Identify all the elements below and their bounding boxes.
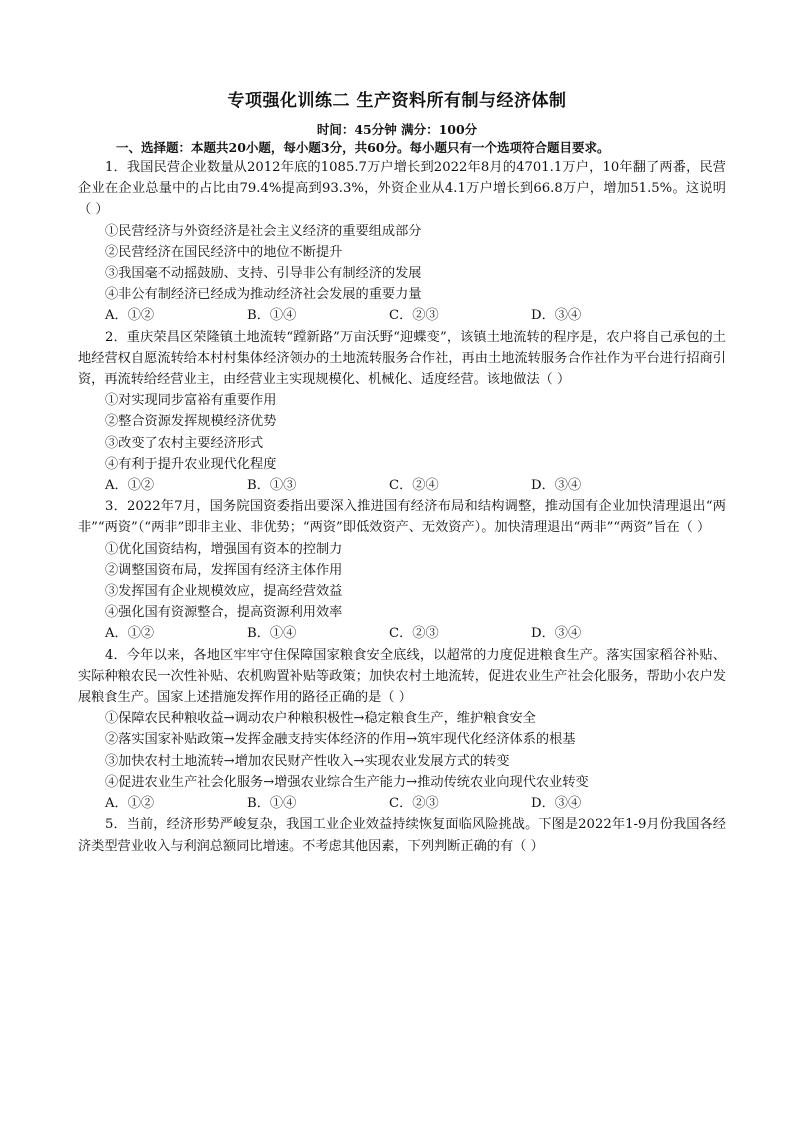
- exam-meta: 时间：45分钟 满分：100分: [316, 122, 478, 137]
- question-option: ②民营经济在国民经济中的地位不断提升: [105, 244, 343, 260]
- question-option: ②调整国资布局，发挥国有经济主体作用: [105, 562, 343, 578]
- choice-b[interactable]: B．①④: [247, 796, 297, 812]
- question-option: ①优化国资结构，增强国有资本的控制力: [105, 541, 343, 557]
- question: [78, 327, 726, 497]
- question: [78, 157, 726, 327]
- question: [78, 814, 726, 856]
- question-option: ①对实现同步富裕有重要作用: [105, 393, 277, 409]
- question-option: ③我国毫不动摇鼓励、支持、引导非公有制经济的发展: [105, 266, 422, 282]
- question-option: ①保障农民种粮收益→调动农户种粮积极性→稳定粮食生产，维护粮食安全: [105, 711, 536, 727]
- choice-b[interactable]: B．①④: [247, 626, 297, 642]
- choice-a[interactable]: A．①②: [105, 478, 155, 494]
- question-stem: 5．当前，经济形势严峻复杂，我国工业企业效益持续恢复面临风险挑战。下图是2022年1-9月份我国各经济类型营业收入与利润总额同比增速。不考虑其他因素，下列判断正确的有（ ）: [78, 817, 726, 854]
- choice-a[interactable]: A．①②: [105, 796, 155, 812]
- choice-c[interactable]: C．②③: [389, 308, 439, 324]
- choice-a[interactable]: A．①②: [105, 626, 155, 642]
- choice-c[interactable]: C．②③: [389, 796, 439, 812]
- choice-a[interactable]: A．①②: [105, 308, 155, 324]
- choice-d[interactable]: D．③④: [531, 796, 582, 812]
- question-stem: 1．我国民营企业数量从2012年底的1085.7万户增长到2022年8月的4701.1万户，10年翻了两番，民营企业在企业总量中的占比由79.4%提高到93.3%，外资企业从4.1万户增长到66.8万户，增加51.5%。这说明（ ）: [78, 160, 726, 218]
- question-option: ②落实国家补贴政策→发挥金融支持实体经济的作用→筑牢现代化经济体系的根基: [105, 732, 576, 748]
- choice-b[interactable]: B．①④: [247, 308, 297, 324]
- choice-c[interactable]: C．②④: [389, 478, 439, 494]
- question-option: ④非公有制经济已经成为推动经济社会发展的重要力量: [105, 287, 422, 303]
- question-stem: 4．今年以来，各地区牢牢守住保障国家粮食安全底线，以超常的力度促进粮食生产。落实国家稻谷补贴、实际种粮农民一次性补贴、农机购置补贴等政策；加快农村土地流转，促进农业生产社会化服务，帮助小农户发展粮食生产。国家上述措施发挥作用的路径正确的是（ ）: [78, 647, 726, 706]
- question-option: ④强化国有资源整合，提高资源利用效率: [105, 605, 343, 621]
- choice-d[interactable]: D．③④: [531, 308, 582, 324]
- choice-b[interactable]: B．①③: [247, 478, 297, 494]
- question-list: [78, 157, 726, 857]
- question: [78, 496, 726, 644]
- question-option: ①民营经济与外资经济是社会主义经济的重要组成部分: [105, 223, 422, 239]
- answer-choices: [78, 793, 726, 814]
- question-option: ④有利于提升农业现代化程度: [105, 456, 277, 472]
- question-option: ④促进农业生产社会化服务→增强农业综合生产能力→推动传统农业向现代农业转变: [105, 774, 589, 790]
- question-option: ③发挥国有企业规模效应，提高经营效益: [105, 584, 343, 600]
- question-stem: 3．2022年7月，国务院国资委指出要深入推进国有经济布局和结构调整，推动国有企业加快清理退出“两非”“两资”（“两非”即非主业、非优势；“两资”即低效资产、无效资产）。加快清理退出“两非”“两资”旨在（ ）: [78, 499, 726, 536]
- question: [78, 645, 726, 815]
- answer-choices: [78, 305, 726, 326]
- choice-c[interactable]: C．②③: [389, 626, 439, 642]
- question-option: ③加快农村土地流转→增加农民财产性收入→实现农业发展方式的转变: [105, 753, 510, 769]
- answer-choices: [78, 623, 726, 644]
- question-option: ③改变了农村主要经济形式: [105, 435, 264, 451]
- page-title: 专项强化训练二 生产资料所有制与经济体制: [227, 91, 567, 111]
- question-option: ②整合资源发挥规模经济优势: [105, 414, 277, 430]
- choice-d[interactable]: D．③④: [531, 478, 582, 494]
- answer-choices: [78, 475, 726, 496]
- question-stem: 2．重庆荣昌区荣隆镇土地流转“蹚新路”万亩沃野“迎蝶变”，该镇土地流转的程序是，农户将自己承包的土地经营权自愿流转给本村村集体经济领办的土地流转服务合作社，再由土地流转服务合作社作为平台进行招商引资，再流转给经营业主，由经营业主实现规模化、机械化、适度经营。该地做法（ ）: [78, 329, 726, 388]
- section-heading: 一、选择题：本题共20小题，每小题3分，共60分。每小题只有一个选项符合题目要求。: [116, 140, 610, 155]
- choice-d[interactable]: D．③④: [531, 626, 582, 642]
